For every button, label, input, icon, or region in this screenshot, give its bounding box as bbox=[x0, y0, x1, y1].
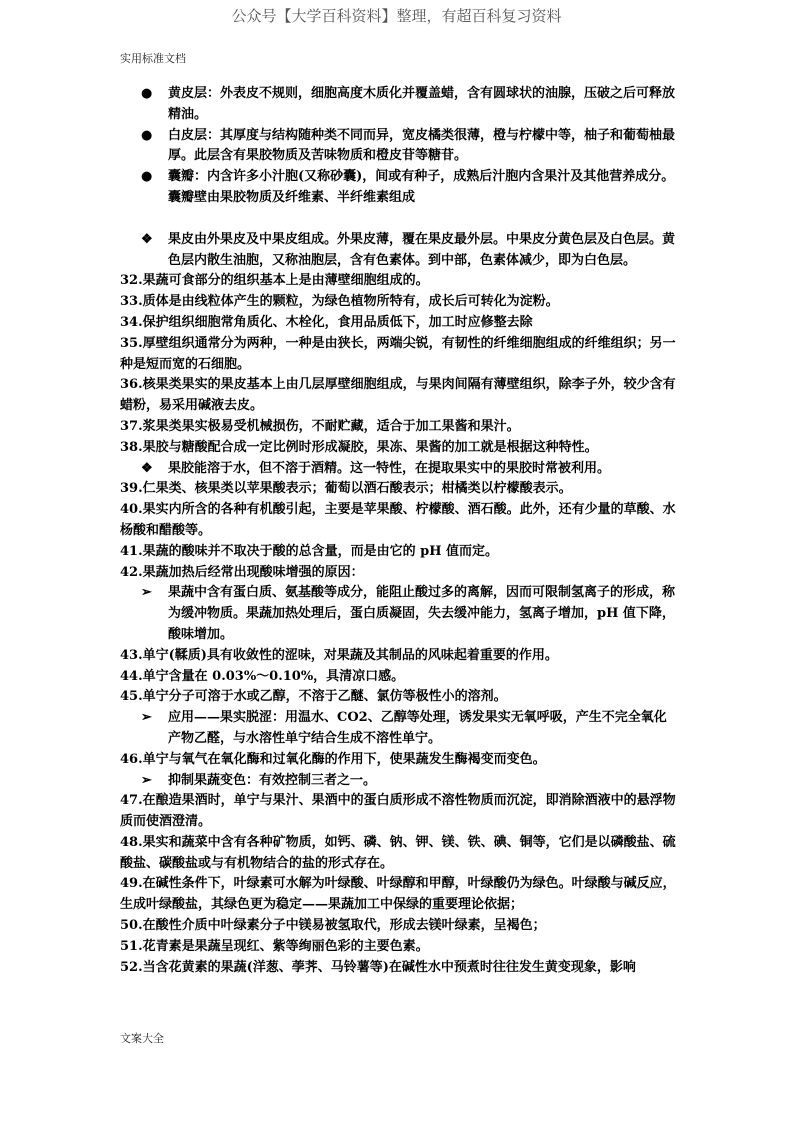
numbered-item bbox=[120, 542, 676, 563]
watermark-banner: 公众号【大学百科资料】整理，有超百科复习资料 bbox=[231, 7, 562, 25]
numbered-item bbox=[120, 958, 676, 979]
numbered-item bbox=[120, 375, 676, 417]
item-text: 果蔬的酸味并不取决于酸的总含量，而是由它的 pH 值而定。 bbox=[142, 543, 499, 559]
numbered-item bbox=[120, 479, 676, 500]
item-number: 46. bbox=[120, 751, 143, 767]
diamond-text: 果胶能溶于水，但不溶于酒精。这一特性，在提取果实中的果胶时常被利用。 bbox=[168, 460, 611, 476]
item-text: 在酸性介质中叶绿素分子中镁易被氢取代，形成去镁叶绿素，呈褐色； bbox=[142, 918, 546, 934]
page-footer: 文案大全 bbox=[120, 1032, 164, 1045]
item-text: 花青素是果蔬呈现红、紫等绚丽色彩的主要色素。 bbox=[142, 938, 429, 954]
arrow-item bbox=[120, 583, 676, 645]
item-text: 单宁分子可溶于水或乙醇，不溶于乙醚、氯仿等极性小的溶剂。 bbox=[142, 689, 507, 705]
numbered-item bbox=[120, 937, 676, 958]
bullet-text: 黄皮层：外表皮不规则，细胞高度木质化并覆盖蜡，含有圆球状的油腺，压破之后可释放精油。 bbox=[168, 86, 676, 122]
item-text: 果实内所含的各种有机酸引起，主要是苹果酸、柠檬酸、酒石酸。此外，还有少量的草酸、水杨酸和醋酸等。 bbox=[120, 502, 676, 538]
item-number: 33. bbox=[120, 294, 143, 310]
item-text: 果蔬可食部分的组织基本上是由薄壁细胞组成的。 bbox=[142, 273, 429, 289]
item-number: 45. bbox=[120, 689, 143, 705]
item-text: 质体是由线粒体产生的颗粒，为绿色植物所特有，成长后可转化为淀粉。 bbox=[142, 294, 559, 310]
item-text: 单宁(鞣质)具有收敛性的涩味，对果蔬及其制品的风味起着重要的作用。 bbox=[142, 647, 558, 663]
numbered-item bbox=[120, 500, 676, 542]
diamond-item bbox=[120, 459, 676, 480]
numbered-item bbox=[120, 417, 676, 438]
arrow-bullet-icon: ➢ bbox=[141, 710, 152, 726]
item-text: 果蔬加热后经常出现酸味增强的原因： bbox=[142, 564, 364, 580]
item-number: 52. bbox=[120, 959, 143, 975]
item-text: 核果类果实的果皮基本上由几层厚壁细胞组成，与果肉间隔有薄壁组织，除李子外，较少含有蜡粉，易采用碱液去皮。 bbox=[120, 377, 676, 414]
item-text: 单宁与氧气在氧化酶和过氧化酶的作用下，使果蔬发生酶褐变而变色。 bbox=[142, 751, 546, 767]
document-body bbox=[120, 84, 676, 978]
arrow-bullet-icon: ➢ bbox=[141, 585, 152, 601]
numbered-item bbox=[120, 833, 676, 875]
arrow-text: 果蔬中含有蛋白质、氨基酸等成分，能阻止酸过多的离解，因而可限制氢离子的形成，称为缓冲物质。果蔬加热处理后，蛋白质凝固，失去缓冲能力，氢离子增加，pH 值下降，酸味增加。 bbox=[168, 585, 676, 642]
numbered-item bbox=[120, 791, 676, 833]
numbered-item bbox=[120, 292, 676, 313]
numbered-item bbox=[120, 667, 676, 688]
bullet-item bbox=[120, 84, 676, 126]
item-number: 41. bbox=[120, 543, 143, 559]
numbered-item bbox=[120, 916, 676, 937]
diamond-bullet-icon: ❖ bbox=[141, 460, 153, 476]
bullet-item bbox=[120, 126, 676, 168]
diamond-bullet-icon: ❖ bbox=[141, 231, 153, 247]
numbered-item bbox=[120, 646, 676, 667]
item-number: 43. bbox=[120, 647, 143, 663]
item-number: 34. bbox=[120, 314, 143, 330]
item-number: 47. bbox=[120, 793, 143, 809]
item-text: 厚壁组织通常分为两种，一种是由狭长，两端尖锐，有韧性的纤维细胞组成的纤维组织；另一种是短而宽的石细胞。 bbox=[120, 335, 676, 372]
item-text: 当含花黄素的果蔬(洋葱、荸荠、马铃薯等)在碱性水中预煮时往往发生黄变现象，影响 bbox=[142, 959, 636, 975]
bullet-item bbox=[120, 167, 676, 209]
diamond-text: 果皮由外果皮及中果皮组成。外果皮薄，覆在果皮最外层。中果皮分黄色层及白色层。黄色层内散生油胞，又称油胞层，含有色素体。到中部，色素体减少，即为白色层。 bbox=[168, 231, 676, 268]
item-number: 51. bbox=[120, 938, 143, 954]
item-number: 38. bbox=[120, 439, 143, 455]
diamond-item bbox=[120, 230, 676, 272]
numbered-item bbox=[120, 313, 676, 334]
item-number: 48. bbox=[120, 834, 143, 850]
bullet-text: 囊瓣：内含许多小汁胞(又称砂囊)，间或有种子，成熟后汁胞内含果汁及其他营养成分。囊瓣壁由果胶物质及纤维素、半纤维素组成 bbox=[168, 169, 675, 205]
item-number: 32. bbox=[120, 273, 143, 289]
item-number: 49. bbox=[120, 876, 143, 892]
item-text: 在碱性条件下，叶绿素可水解为叶绿酸、叶绿醇和甲醇，叶绿酸仍为绿色。叶绿酸与碱反应，生成叶绿酸盐，其绿色更为稳定——果蔬加工中保绿的重要理论依据； bbox=[120, 876, 676, 913]
bullet-dot-icon: ● bbox=[141, 86, 153, 101]
arrow-text: 抑制果蔬变色：有效控制三者之一。 bbox=[168, 772, 377, 788]
item-number: 35. bbox=[120, 335, 143, 351]
numbered-item bbox=[120, 874, 676, 916]
bullet-text: 白皮层：其厚度与结构随种类不同而异，宽皮橘类很薄，橙与柠檬中等，柚子和葡萄柚最厚。此层含有果胶物质及苦味物质和橙皮苷等糖苷。 bbox=[168, 127, 676, 164]
item-number: 36. bbox=[120, 377, 143, 393]
arrow-bullet-icon: ➢ bbox=[141, 772, 152, 788]
item-text: 在酿造果酒时，单宁与果汁、果酒中的蛋白质形成不溶性物质而沉淀，即消除酒液中的悬浮物质而使酒澄清。 bbox=[120, 793, 676, 830]
item-number: 42. bbox=[120, 564, 143, 580]
arrow-text: 应用——果实脱涩：用温水、CO2、乙醇等处理，诱发果实无氧呼吸，产生不完全氧化产物乙醛，与水溶性单宁结合生成不溶性单宁。 bbox=[168, 710, 667, 746]
item-number: 39. bbox=[120, 481, 143, 497]
item-text: 保护组织细胞常角质化、木栓化，食用品质低下，加工时应修整去除 bbox=[142, 314, 533, 330]
numbered-item bbox=[120, 750, 676, 771]
item-number: 40. bbox=[120, 502, 143, 518]
page-header: 实用标准文档 bbox=[120, 52, 186, 65]
bullet-dot-icon: ● bbox=[141, 127, 153, 143]
arrow-item bbox=[120, 708, 676, 750]
numbered-item bbox=[120, 687, 676, 708]
numbered-item bbox=[120, 438, 676, 459]
item-text: 仁果类、核果类以苹果酸表示；葡萄以酒石酸表示；柑橘类以柠檬酸表示。 bbox=[142, 481, 572, 497]
item-number: 37. bbox=[120, 418, 143, 434]
numbered-item bbox=[120, 563, 676, 584]
arrow-item bbox=[120, 771, 676, 792]
item-number: 44. bbox=[120, 668, 143, 684]
item-text: 单宁含量在 0.03%～0.10%，具清凉口感。 bbox=[142, 668, 405, 684]
bullet-dot-icon: ● bbox=[141, 169, 153, 185]
numbered-item bbox=[120, 271, 676, 292]
item-text: 果胶与糖酸配合成一定比例时形成凝胶，果冻、果酱的加工就是根据这种特性。 bbox=[142, 439, 598, 455]
numbered-item bbox=[120, 334, 676, 376]
item-number: 50. bbox=[120, 918, 143, 934]
item-text: 果实和蔬菜中含有各种矿物质，如钙、磷、钠、钾、镁、铁、碘、铜等，它们是以磷酸盐、硫酸盐、碳酸盐或与有机物结合的盐的形式存在。 bbox=[120, 834, 676, 871]
item-text: 浆果类果实极易受机械损伤，不耐贮藏，适合于加工果酱和果汁。 bbox=[142, 418, 520, 434]
